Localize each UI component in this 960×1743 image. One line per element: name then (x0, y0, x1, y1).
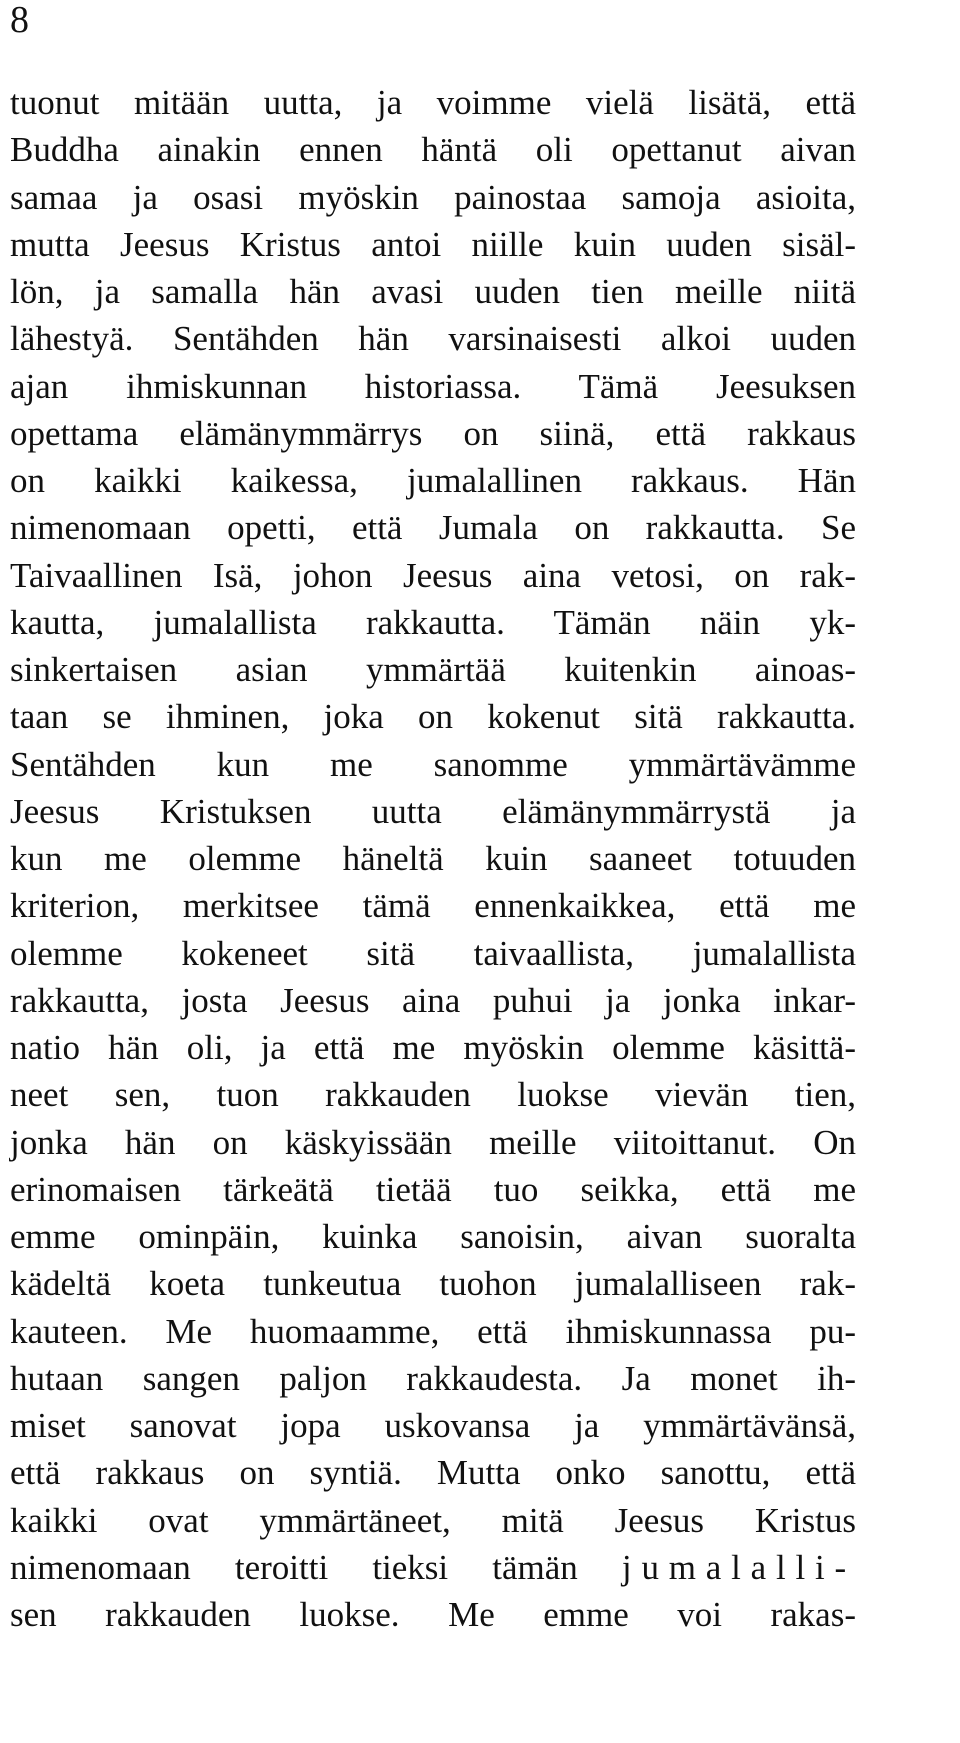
text-line (10, 1544, 856, 1591)
text-line: lähestyä. Sentähden hän varsinaisesti alkoi uuden (10, 319, 856, 359)
text-line: rakkautta, josta Jeesus aina puhui ja jonka inkar- (10, 980, 856, 1020)
text-line: mutta Jeesus Kristus antoi niille kuin uuden sisäl- (10, 224, 856, 264)
text-line: kauteen. Me huomaamme, että ihmiskunnassa pu- (10, 1311, 856, 1351)
text-line: jonka hän on käskyissään meille viitoittanut. On (10, 1122, 856, 1162)
text-line: hutaan sangen paljon rakkaudesta. Ja monet ih- (10, 1358, 856, 1398)
text-line: kautta, jumalallista rakkautta. Tämän näin yk- (10, 602, 856, 642)
text-line: samaa ja osasi myöskin painostaa samoja asioita, (10, 177, 856, 217)
text-line: opettama elämänymmärrys on siinä, että rakkaus (10, 413, 856, 453)
text-line: on kaikki kaikessa, jumalallinen rakkaus. Hän (10, 461, 856, 500)
text-line-start: nimenomaan teroitti tieksi tämän (10, 1547, 622, 1587)
text-line: sen rakkauden luokse. Me emme voi rakas- (10, 1595, 856, 1634)
text-line: lön, ja samalla hän avasi uuden tien meille niitä (10, 272, 856, 311)
text-line: olemme kokeneet sitä taivaallista, jumalallista (10, 933, 856, 973)
text-line: sinkertaisen asian ymmärtää kuitenkin ainoas- (10, 650, 856, 689)
page-number: 8 (10, 0, 29, 41)
text-line: taan se ihminen, joka on kokenut sitä rakkautta. (10, 697, 856, 737)
text-line: Buddha ainakin ennen häntä oli opettanut aivan (10, 130, 856, 170)
text-line: että rakkaus on syntiä. Mutta onko sanottu, että (10, 1453, 856, 1493)
text-line: natio hän oli, ja että me myöskin olemme käsittä- (10, 1028, 856, 1067)
text-line: Taivaallinen Isä, johon Jeesus aina vetosi, on rak- (10, 555, 856, 595)
text-line: Sentähden kun me sanomme ymmärtävämme (10, 744, 856, 784)
text-line: miset sanovat jopa uskovansa ja ymmärtävänsä, (10, 1406, 856, 1445)
text-line: kriterion, merkitsee tämä ennenkaikkea, että me (10, 886, 856, 926)
text-line: kun me olemme häneltä kuin saaneet totuuden (10, 839, 856, 878)
text-line: neet sen, tuon rakkauden luokse vievän tien, (10, 1075, 856, 1115)
text-line: ajan ihmiskunnan historiassa. Tämä Jeesuksen (10, 366, 856, 406)
text-line: erinomaisen tärkeätä tietää tuo seikka, että me (10, 1169, 856, 1209)
text-line: emme ominpäin, kuinka sanoisin, aivan suoralta (10, 1217, 856, 1256)
text-line: kädeltä koeta tunkeutua tuohon jumalalliseen rak- (10, 1264, 856, 1304)
text-line: nimenomaan opetti, että Jumala on rakkautta. Se (10, 508, 856, 548)
text-line: kaikki ovat ymmärtäneet, mitä Jeesus Kristus (10, 1500, 856, 1540)
text-line: Jeesus Kristuksen uutta elämänymmärrystä ja (10, 791, 856, 831)
emphasized-word: jumalalli- (621, 1547, 856, 1587)
text-line: tuonut mitään uutta, ja voimme vielä lisätä, että (10, 83, 856, 122)
body-text (10, 79, 856, 1638)
